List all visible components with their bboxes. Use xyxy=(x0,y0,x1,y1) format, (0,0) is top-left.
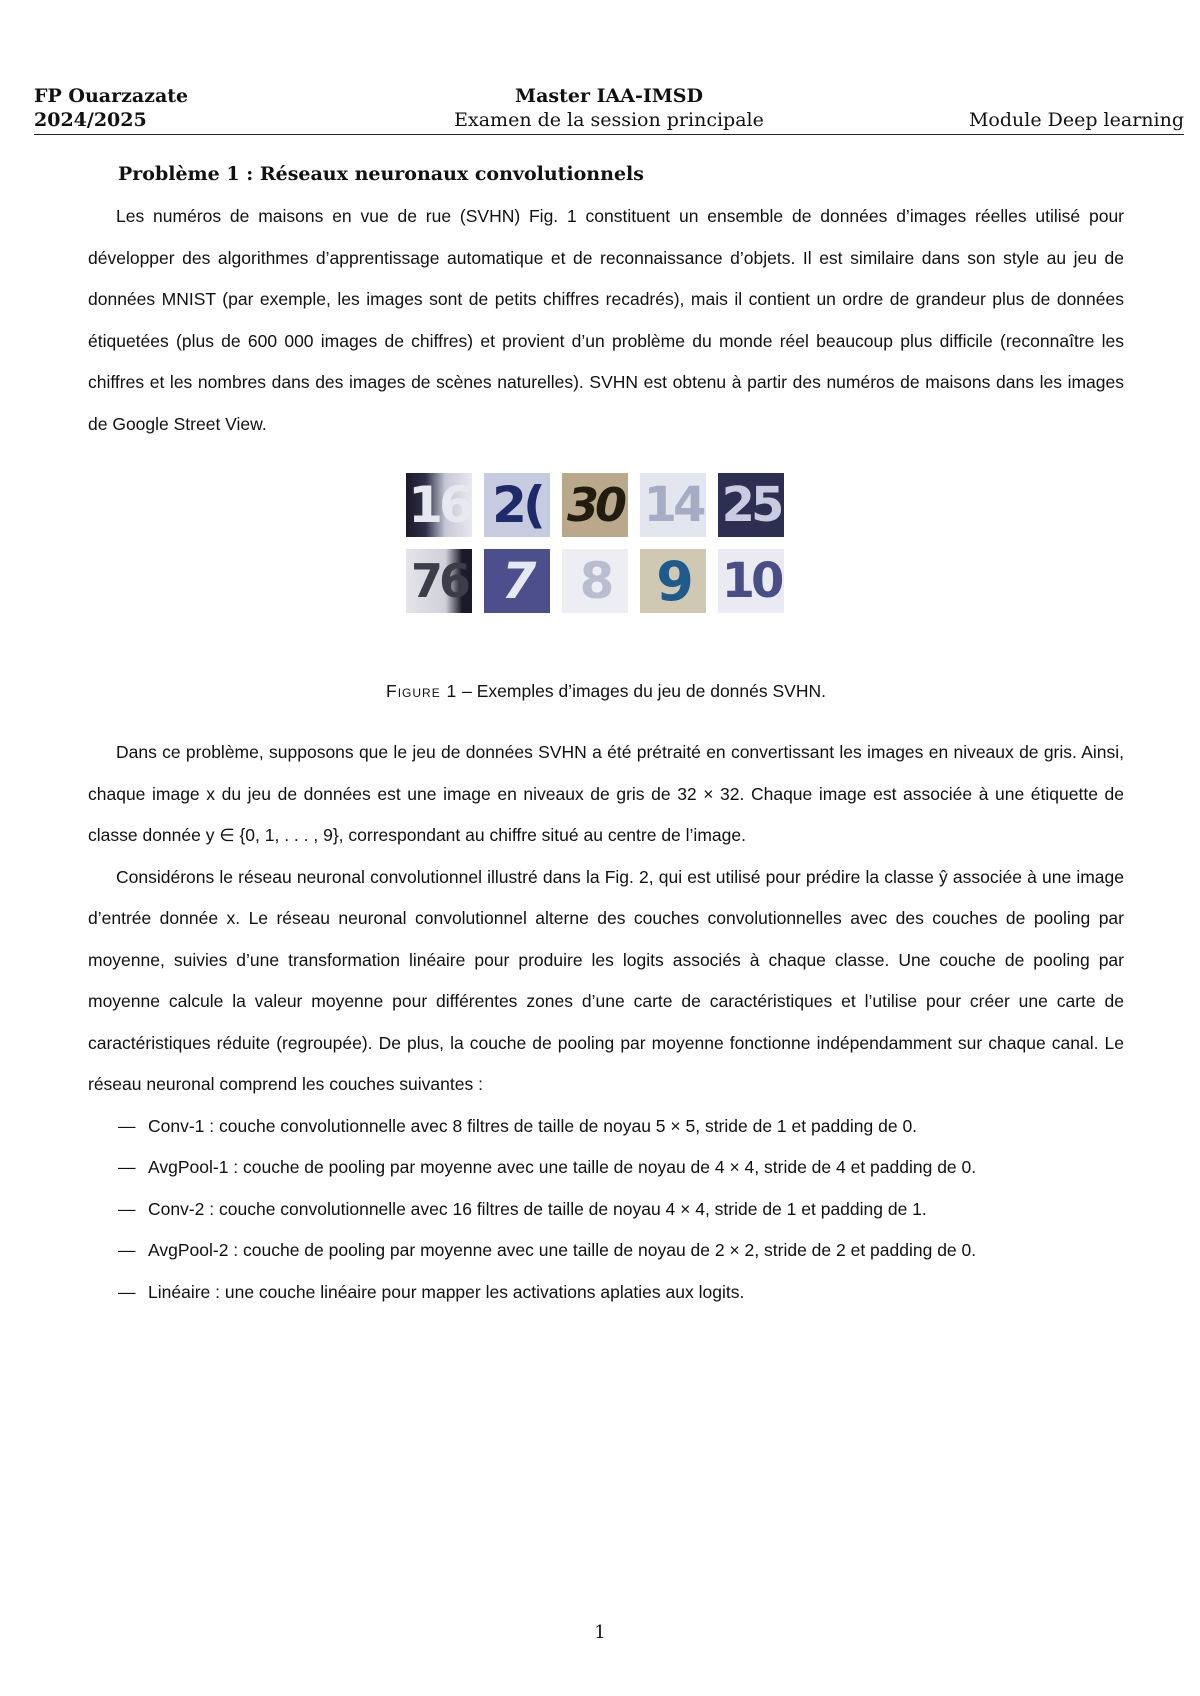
list-item xyxy=(118,1189,1124,1231)
svhn-sample-label: 7 xyxy=(501,552,533,610)
program-name: Master IAA-IMSD xyxy=(515,85,703,107)
svhn-sample-label: 30 xyxy=(566,478,623,532)
svhn-sample-image xyxy=(562,473,628,537)
list-item-text: Linéaire : une couche linéaire pour mapper les activations aplaties aux logits. xyxy=(148,1281,745,1302)
svhn-sample-label: 9 xyxy=(656,549,690,613)
page-header xyxy=(34,84,1184,135)
paragraph-intro: Les numéros de maisons en vue de rue (SVHN) Fig. 1 constituent un ensemble de données d’images réelles utilisé pour développer des algorithmes d’apprentissage automatique et de reconnaissance d’objets. Il est similaire dans son style au jeu de données MNIST (par exemple, les images sont de petits chiffres recadrés), mais il contient un ordre de grandeur plus de données étiquetées (plus de 600 000 images de chiffres) et provient d’un problème du monde réel beaucoup plus difficile (reconnaître les chiffres et les nombres dans des images de scènes naturelles). SVHN est obtenu à partir des numéros de maisons dans les images de Google Street View. xyxy=(88,206,1124,434)
academic-year: 2024/2025 xyxy=(34,109,147,131)
list-item-text: AvgPool-1 : couche de pooling par moyenne avec une taille de noyau de 4 × 4, stride de 4 et padding de 0. xyxy=(148,1157,977,1177)
svhn-figure xyxy=(406,473,806,629)
list-dash: — xyxy=(118,1281,136,1302)
figure-caption-text: – Exemples d’images du jeu de donnés SVHN. xyxy=(457,681,826,701)
svhn-sample-label: 25 xyxy=(721,477,781,533)
figure-caption xyxy=(88,681,1124,702)
svhn-sample-image xyxy=(484,473,550,537)
paragraph-cnn-description: Considérons le réseau neuronal convolutionnel illustré dans la Fig. 2, qui est utilisé pour prédire la classe ŷ associée à une image d’entrée donnée x. Le réseau neuronal convolutionnel alterne des couches convolutionnelles avec des couches de pooling par moyenne, suivies d’une transformation linéaire pour produire les logits associés à chaque classe. Une couche de pooling par moyenne calcule la valeur moyenne pour différentes zones d’une carte de caractéristiques et l’utilise pour créer une carte de caractéristiques réduite (regroupée). De plus, la couche de pooling par moyenne fonctionne indépendamment sur chaque canal. Le réseau neuronal comprend les couches suivantes : xyxy=(88,866,1124,1094)
list-item xyxy=(118,1230,1124,1272)
list-dash: — xyxy=(118,1198,136,1219)
paragraph-preprocessing: Dans ce problème, supposons que le jeu de données SVHN a été prétraité en convertissant les images en niveaux de gris. Ainsi, chaque image x du jeu de données est une image en niveaux de gris de 32 × 32. Chaque image est associée à une étiquette de classe donnée y ∈ {0, 1, . . . , 9}, correspondant au chiffre situé au centre de l’image. xyxy=(88,742,1124,845)
list-item xyxy=(118,1147,1124,1189)
layer-list xyxy=(88,1106,1124,1314)
list-item-text: Conv-1 : couche convolutionnelle avec 8 filtres de taille de noyau 5 × 5, stride de 1 et padding de 0. xyxy=(148,1115,918,1136)
list-item xyxy=(118,1272,1124,1314)
svhn-sample-image xyxy=(562,549,628,613)
list-dash: — xyxy=(118,1115,136,1136)
svhn-sample-image xyxy=(640,549,706,613)
svhn-sample-label: 76 xyxy=(410,554,467,608)
institution-name: FP Ouarzazate xyxy=(34,85,189,107)
main-content xyxy=(88,160,1124,1313)
svhn-sample-label: 14 xyxy=(643,477,703,533)
svhn-sample-image xyxy=(406,473,472,537)
problem-title: Problème 1 : Réseaux neuronaux convolutionnels xyxy=(118,163,644,185)
svhn-sample-image xyxy=(718,549,784,613)
svhn-sample-image xyxy=(484,549,550,613)
module-name: Module Deep learning xyxy=(968,109,1184,131)
svhn-sample-label: 8 xyxy=(579,552,611,610)
svhn-sample-label: 16 xyxy=(408,476,470,534)
svhn-sample-image xyxy=(640,473,706,537)
list-item-text: Conv-2 : couche convolutionnelle avec 16 filtres de taille de noyau 4 × 4, stride de 1 et padding de 1. xyxy=(148,1198,927,1219)
svhn-sample-image xyxy=(718,473,784,537)
svhn-sample-image xyxy=(406,549,472,613)
list-item-text: AvgPool-2 : couche de pooling par moyenne avec une taille de noyau de 2 × 2, stride de 2 et padding de 0. xyxy=(148,1240,977,1260)
svhn-sample-label: 10 xyxy=(721,553,781,609)
svhn-sample-label: 2( xyxy=(492,476,542,534)
list-dash: — xyxy=(118,1240,136,1260)
page-number: 1 xyxy=(594,1622,606,1643)
list-dash: — xyxy=(118,1157,136,1177)
exam-session: Examen de la session principale xyxy=(454,109,764,131)
figure-caption-label: Figure 1 xyxy=(386,681,458,701)
list-item xyxy=(118,1106,1124,1148)
